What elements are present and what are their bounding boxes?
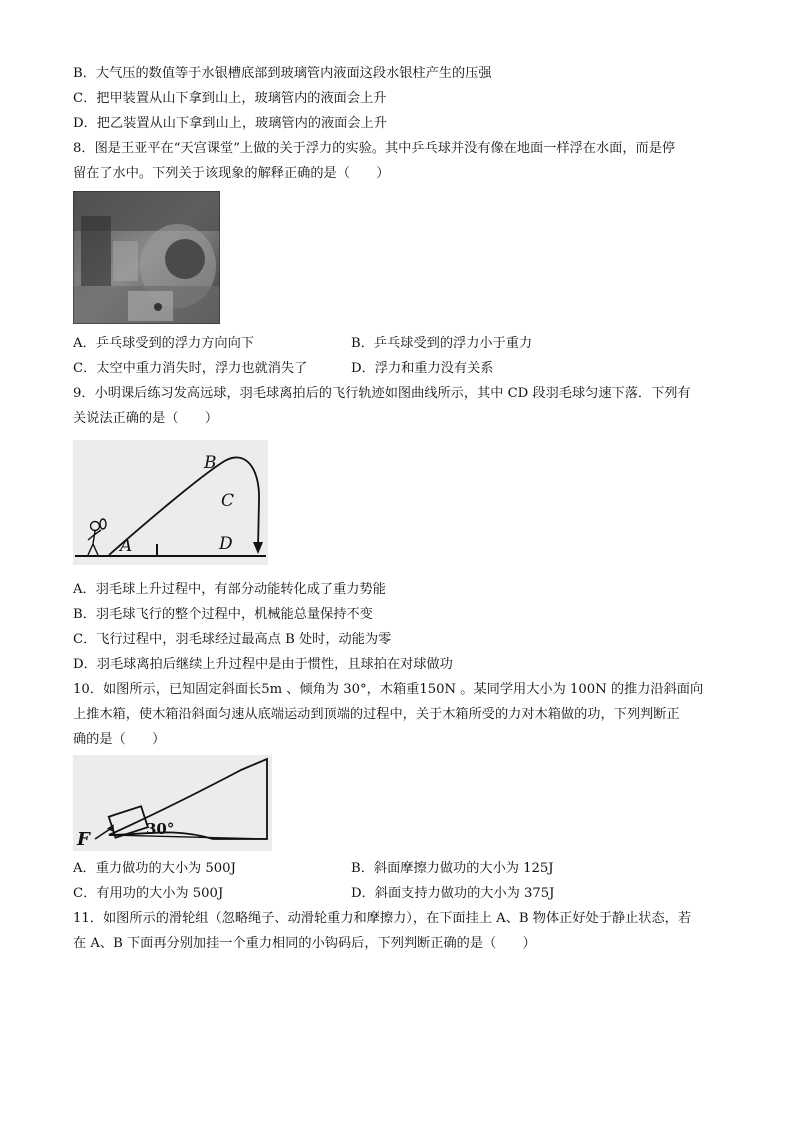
q10-option-b: B．斜面摩擦力做功的大小为 125J: [351, 861, 554, 876]
q10-stem-line1: 10．如图所示，已知固定斜面长5m 、倾角为 30°，木箱重150N 。某同学用大小为 100N 的推力沿斜面向: [73, 682, 704, 697]
q11-stem-line1: 11．如图所示的滑轮组（忽略绳子、动滑轮重力和摩擦力），在下面挂上 A、B 物体正好处于静止状态，若: [73, 911, 692, 926]
q8-option-a: A．乒乓球受到的浮力方向向下: [73, 336, 254, 351]
q10-option-c: C．有用功的大小为 500J: [73, 886, 224, 901]
q9-option-d: D．羽毛球离拍后继续上升过程中是由于惯性，且球拍在对球做功: [73, 657, 453, 672]
q10-stem-line3: 确的是（ ）: [73, 732, 166, 747]
point-b-label: B: [204, 453, 217, 473]
q9-option-c: C．飞行过程中，羽毛球经过最高点 B 处时，动能为零: [73, 632, 392, 647]
angle-label: 30°: [146, 820, 175, 838]
q10-option-d: D．斜面支持力做功的大小为 375J: [351, 886, 555, 901]
q10-stem-line2: 上推木箱，使木箱沿斜面匀速从底端运动到顶端的过程中，关于木箱所受的力对木箱做的功，下列判断正: [73, 707, 680, 722]
q9-stem-line1: 9．小明课后练习发高远球，羽毛球离拍后的飞行轨迹如图曲线所示，其中 CD 段羽毛球匀速下落．下列有: [73, 386, 691, 401]
q7-option-b: B．大气压的数值等于水银槽底部到玻璃管内液面这段水银柱产生的压强: [73, 66, 492, 81]
force-f-label: F: [77, 829, 90, 850]
q8-space-photo: [73, 191, 220, 324]
q9-stem-line2: 关说法正确的是（ ）: [73, 411, 219, 426]
q10-option-a: A．重力做功的大小为 500J: [73, 861, 236, 876]
q9-option-b: B．羽毛球飞行的整个过程中，机械能总量保持不变: [73, 607, 373, 622]
q8-option-d: D．浮力和重力没有关系: [351, 361, 494, 376]
q11-stem-line2: 在 A、B 下面再分别加挂一个重力相同的小钩码后，下列判断正确的是（ ）: [73, 936, 536, 951]
q7-option-c: C．把甲装置从山下拿到山上，玻璃管内的液面会上升: [73, 91, 387, 106]
q9-option-a: A．羽毛球上升过程中，有部分动能转化成了重力势能: [73, 582, 386, 597]
point-c-label: C: [221, 491, 235, 511]
point-d-label: D: [219, 534, 233, 554]
q8-option-b: B．乒乓球受到的浮力小于重力: [351, 336, 533, 351]
q9-trajectory-figure: [73, 440, 268, 565]
q8-stem-line2: 留在了水中。下列关于该现象的解释正确的是（ ）: [73, 166, 390, 181]
point-a-label: A: [120, 536, 133, 556]
q8-option-c: C．太空中重力消失时，浮力也就消失了: [73, 361, 308, 376]
q10-incline-figure: [73, 755, 272, 851]
q8-stem-line1: 8．图是王亚平在“天宫课堂”上做的关于浮力的实验。其中乒乓球并没有像在地面一样浮在水面，而是停: [73, 141, 676, 156]
q7-option-d: D．把乙装置从山下拿到山上，玻璃管内的液面会上升: [73, 116, 387, 131]
